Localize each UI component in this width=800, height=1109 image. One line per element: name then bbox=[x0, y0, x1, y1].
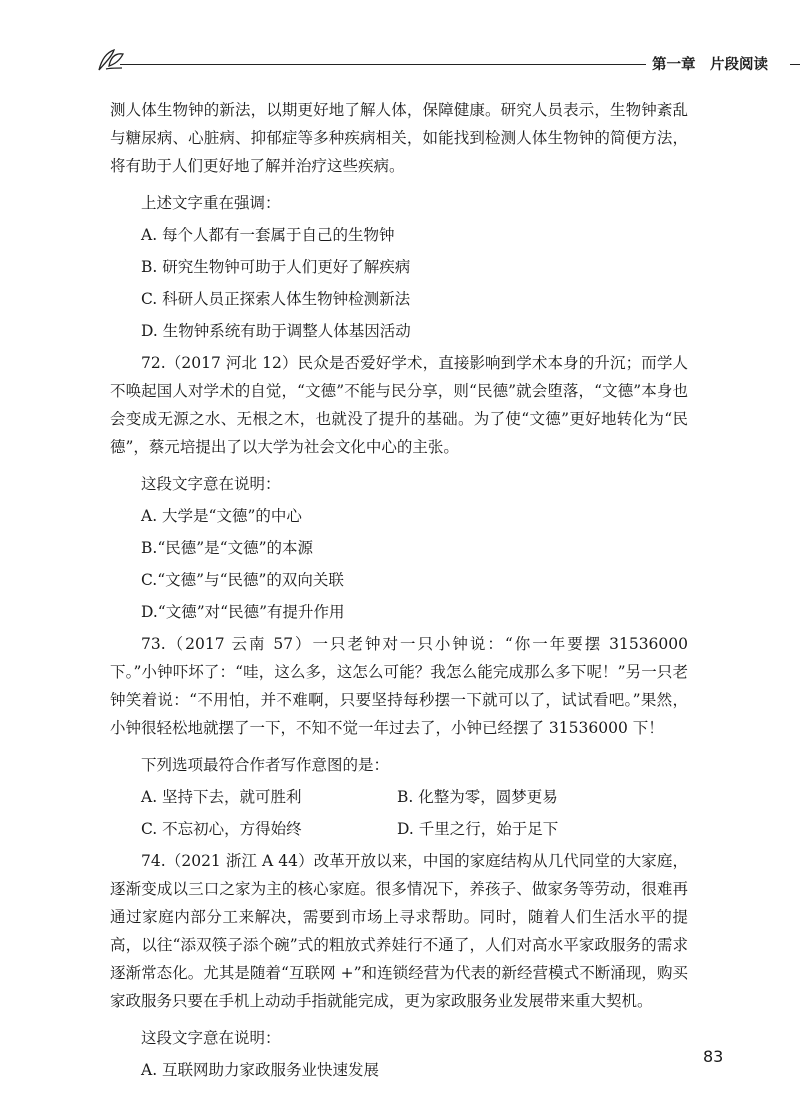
q74-passage: 74.（2021 浙江 A 44）改革开放以来，中国的家庭结构从几代同堂的大家庭，逐渐变成以三口之家为主的核心家庭。很多情况下，养孩子、做家务等劳动，很难再通过家庭内部分工来解决，需要到市场上寻求帮助。同时，随着人们生活水平的提高，以往“添双筷子添个碗”式的粗放式养娃行不通了，人们对高水平家政服务的需求逐渐常态化。尤其是随着“互联网 +”和连锁经营为代表的新经营模式不断涌现，购买家政服务只要在手机上动动手指就能完成，更为家政服务业发展带来重大契机。 bbox=[110, 852, 688, 1010]
q71-stem: 上述文字重在强调： bbox=[141, 194, 281, 212]
header-rule-right bbox=[790, 64, 800, 65]
q71-option-b: B. 研究生物钟可助于人们更好了解疾病 bbox=[141, 258, 411, 276]
q72-option-b: B.“民德”是“文德”的本源 bbox=[141, 539, 314, 557]
q71-option-c: C. 科研人员正探索人体生物钟检测新法 bbox=[141, 290, 411, 308]
q73-option-c: C. 不忘初心，方得始终 bbox=[141, 820, 302, 838]
q73-passage: 73.（2017 云南 57）一只老钟对一只小钟说：“你一年要摆 31536000 下。”小钟吓坏了：“哇，这么多，这怎么可能？我怎么能完成那么多下呢！”另一只老钟笑着说：“不用怕，并不难啊，只要坚持每秒摆一下就可以了，试试看吧。”果然，小钟很轻松地就摆了一下，不知不觉一年过去了，小钟已经摆了 31536000 下！ bbox=[110, 635, 688, 737]
q73-option-b: B. 化整为零，圆梦更易 bbox=[397, 788, 558, 806]
q73-options-row-2 bbox=[110, 815, 688, 843]
q73-options-row-1 bbox=[110, 783, 688, 811]
q72-stem: 这段文字意在说明： bbox=[141, 475, 281, 493]
leaf-ornament-icon bbox=[96, 44, 126, 74]
page-number: 83 bbox=[703, 1047, 724, 1066]
q73-stem: 下列选项最符合作者写作意图的是： bbox=[141, 756, 390, 774]
q73-option-d: D. 千里之行，始于足下 bbox=[397, 820, 559, 838]
q73-option-a: A. 坚持下去，就可胜利 bbox=[141, 788, 302, 806]
q72-option-c: C.“文德”与“民德”的双向关联 bbox=[141, 571, 344, 589]
chapter-title: 第一章 片段阅读 bbox=[652, 57, 768, 73]
q72-option-a: A. 大学是“文德”的中心 bbox=[141, 507, 302, 525]
page-content bbox=[110, 96, 688, 1088]
q74-stem: 这段文字意在说明： bbox=[141, 1029, 281, 1047]
question-72 bbox=[110, 349, 688, 626]
header-rule-left bbox=[120, 64, 646, 65]
question-71 bbox=[110, 189, 688, 345]
q71-option-d: D. 生物钟系统有助于调整人体基因活动 bbox=[141, 322, 411, 340]
q74-option-a: A. 互联网助力家政服务业快速发展 bbox=[141, 1061, 380, 1079]
q72-option-d: D.“文德”对“民德”有提升作用 bbox=[141, 603, 345, 621]
q72-passage: 72.（2017 河北 12）民众是否爱好学术，直接影响到学术本身的升沉；而学人不唤起国人对学术的自觉，“文德”不能与民分享，则“民德”就会堕落，“文德”本身也会变成无源之水、无根之木，也就没了提升的基础。为了使“文德”更好地转化为“民德”，蔡元培提出了以大学为社会文化中心的主张。 bbox=[110, 354, 688, 456]
question-74 bbox=[110, 847, 688, 1084]
passage-continued: 测人体生物钟的新法，以期更好地了解人体，保障健康。研究人员表示，生物钟紊乱与糖尿病、心脏病、抑郁症等多种疾病相关，如能找到检测人体生物钟的简便方法，将有助于人们更好地了解并治疗这些疾病。 bbox=[110, 101, 688, 175]
page-header bbox=[96, 40, 768, 80]
question-73 bbox=[110, 630, 688, 843]
q71-option-a: A. 每个人都有一套属于自己的生物钟 bbox=[141, 226, 395, 244]
